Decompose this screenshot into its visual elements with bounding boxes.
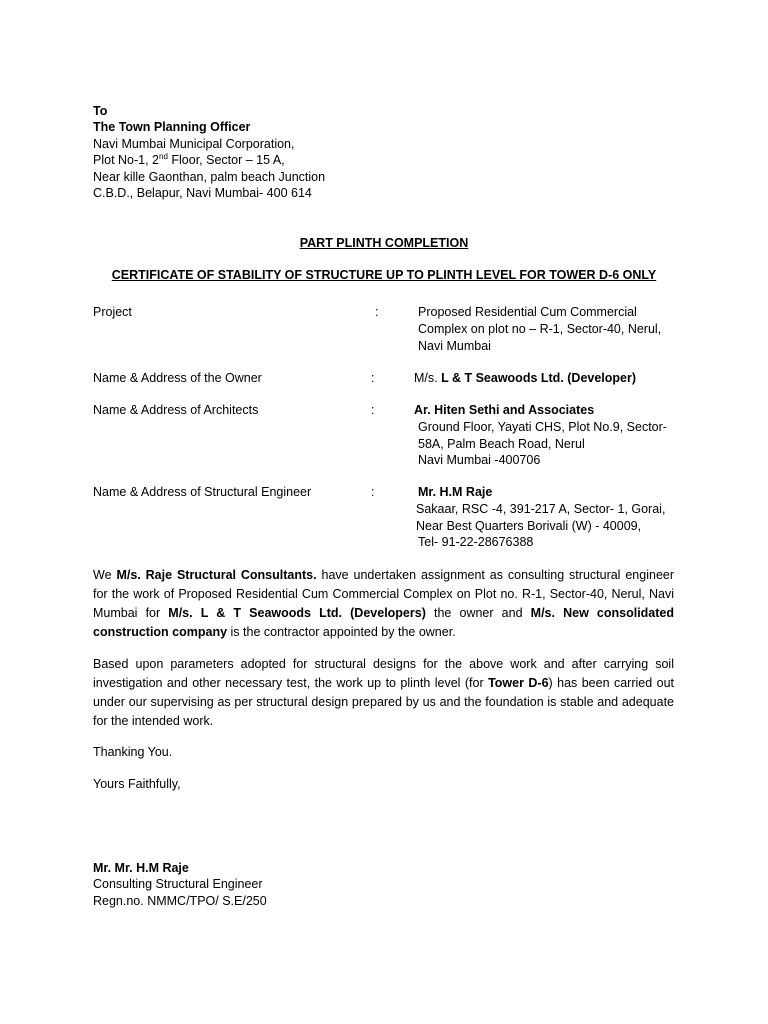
engineer-label: Name & Address of Structural Engineer	[93, 485, 312, 499]
para2-text-2: ) has been carried out under our supervising as per structural design prepared by us and the foundation is stable and adequate for the intended work.	[93, 676, 674, 728]
signatory-name: Mr. Mr. H.M Raje	[93, 861, 189, 875]
architect-line-1: Ground Floor, Yayati CHS, Plot No.9, Sector-	[418, 419, 667, 434]
contractor-name: M/s. New consolidated construction company	[93, 606, 675, 639]
recipient-title: The Town Planning Officer	[93, 120, 251, 135]
address-line-1: Navi Mumbai Municipal Corporation,	[93, 136, 295, 151]
paragraph-certification	[93, 655, 674, 731]
salutation-to: To	[93, 104, 108, 118]
architect-label: Name & Address of Architects	[93, 403, 259, 417]
architect-name: Ar. Hiten Sethi and Associates	[414, 403, 595, 417]
thanking-line: Thanking You.	[93, 745, 173, 759]
consultant-name: M/s. Raje Structural Consultants.	[116, 568, 317, 582]
engineer-line-1: Sakaar, RSC -4, 391-217 A, Sector- 1, Gorai,	[416, 501, 666, 516]
address-line-2-superscript: nd	[159, 152, 168, 162]
para1-text-1: We	[93, 568, 117, 582]
para1-text-3: the owner and	[425, 606, 531, 620]
engineer-value	[416, 484, 665, 551]
engineer-line-2: Near Best Quarters Borivali (W) - 40009,	[416, 518, 642, 533]
engineer-line-3: Tel- 91-22-28676388	[418, 535, 534, 550]
project-line-3: Navi Mumbai	[418, 338, 491, 353]
signatory-designation: Consulting Structural Engineer	[93, 877, 263, 892]
project-value	[418, 304, 661, 354]
para1-text-4: is the contractor appointed by the owner.	[227, 625, 456, 639]
owner-prefix: M/s.	[414, 371, 442, 385]
project-colon: :	[375, 305, 379, 319]
heading-part-plinth: PART PLINTH COMPLETION	[299, 236, 469, 250]
para2-text-1: Based upon parameters adopted for structural designs for the above work and after carrying soil investigation and other necessary test, the work up to plinth level (for	[93, 657, 674, 690]
tower-name: Tower D-6	[488, 676, 549, 690]
architect-value	[414, 402, 667, 469]
engineer-colon: :	[371, 485, 375, 499]
architect-line-2: 58A, Palm Beach Road, Nerul	[418, 436, 585, 451]
signatory-registration: Regn.no. NMMC/TPO/ S.E/250	[93, 893, 267, 908]
address-line-4: C.B.D., Belapur, Navi Mumbai- 400 614	[93, 186, 312, 201]
para1-text-2: have undertaken assignment as consulting structural engineer for the work of Proposed Residential Cum Commercial Complex on Plot no. R-1, Sector-40, Nerul, Navi Mumbai for	[93, 568, 675, 620]
address-line-3: Near kille Gaonthan, palm beach Junction	[93, 169, 326, 184]
project-line-2: Complex on plot no – R-1, Sector-40, Nerul,	[418, 321, 662, 336]
heading-certificate: CERTIFICATE OF STABILITY OF STRUCTURE UP TO PLINTH LEVEL FOR TOWER D-6 ONLY	[111, 268, 657, 282]
project-label: Project	[93, 305, 132, 319]
recipient-address	[93, 103, 325, 201]
owner-value	[414, 370, 636, 387]
signature-block	[93, 860, 267, 909]
address-line-2	[93, 152, 325, 168]
project-line-1: Proposed Residential Cum Commercial	[418, 305, 637, 319]
owner-label: Name & Address of the Owner	[93, 371, 262, 385]
closing-line: Yours Faithfully,	[93, 777, 181, 791]
engineer-name: Mr. H.M Raje	[418, 485, 493, 499]
address-line-2-part-a: Plot No-1, 2	[93, 153, 160, 168]
address-line-2-part-b: Floor, Sector – 15 A,	[167, 153, 285, 168]
owner-colon: :	[371, 371, 375, 385]
developer-name: M/s. L & T Seawoods Ltd. (Developers)	[168, 606, 426, 620]
paragraph-assignment	[93, 566, 674, 642]
architect-line-3: Navi Mumbai -400706	[418, 453, 541, 468]
architect-colon: :	[371, 403, 375, 417]
owner-name: L & T Seawoods Ltd. (Developer)	[441, 371, 637, 385]
